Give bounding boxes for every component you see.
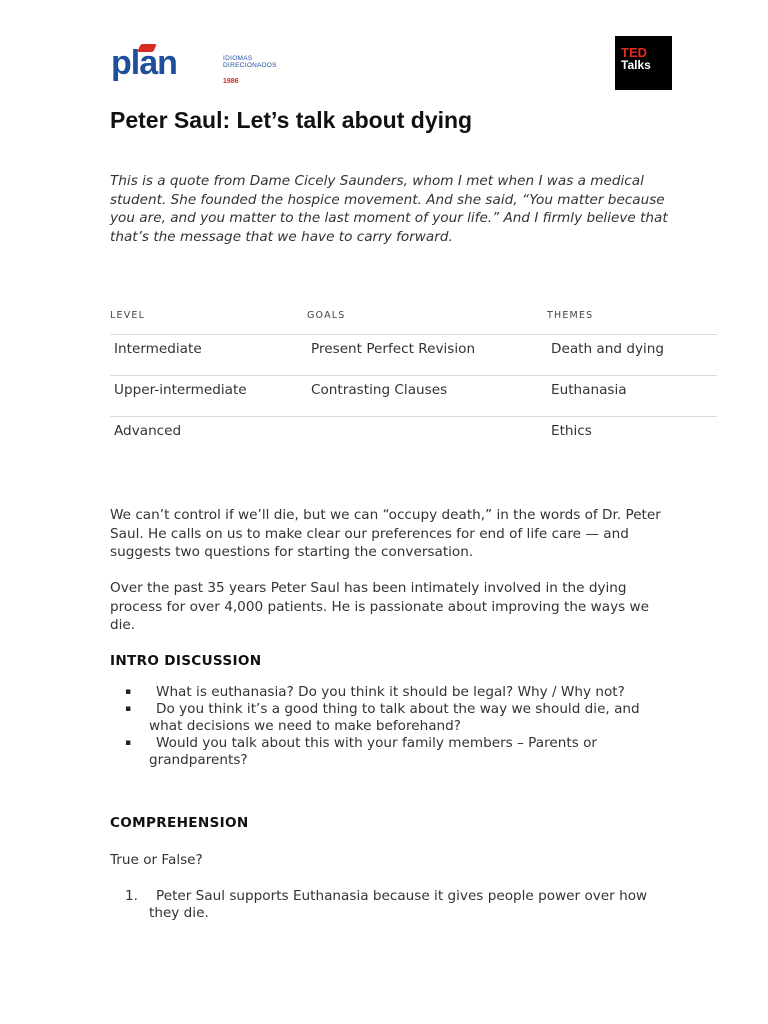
ted-talks-logo [615, 36, 672, 90]
cell-level: Intermediate [114, 341, 202, 357]
table-row [110, 334, 717, 375]
summary-paragraph: We can’t control if we’ll die, but we can “occupy death,” in the words of Dr. Peter Saul. He calls on us to make clear our preferences for end of life care — and suggests two questions for starting the conversation. [110, 507, 661, 561]
list-item [110, 701, 670, 735]
comprehension-list [110, 888, 670, 922]
list-item [110, 735, 670, 769]
plan-logo [111, 44, 311, 88]
cell-level: Upper-intermediate [114, 382, 247, 398]
talks-logo-word: Talks [621, 58, 651, 72]
cell-goal: Present Perfect Revision [311, 341, 476, 357]
intro-discussion-heading: INTRO DISCUSSION [110, 653, 262, 669]
plan-logo-word: plan [111, 44, 177, 82]
bullet-icon: ▪ [125, 704, 132, 714]
header-goals: GOALS [307, 310, 346, 321]
question-text: What is euthanasia? Do you think it should be legal? Why / Why not? [156, 684, 625, 700]
cell-theme: Death and dying [551, 341, 665, 357]
cell-goal: Contrasting Clauses [311, 382, 448, 398]
cell-theme: Ethics [551, 423, 592, 439]
intro-discussion-list [110, 684, 670, 769]
bio-paragraph: Over the past 35 years Peter Saul has been intimately involved in the dying process for over 4,000 patients. He is passionate about improving the ways we die. [110, 580, 649, 634]
list-item [110, 888, 670, 922]
question-text: Do you think it’s a good thing to talk about the way we should die, and what decisions we need to make beforehand? [149, 701, 640, 734]
plan-logo-year: 1986 [223, 78, 239, 85]
list-item [110, 684, 670, 701]
header-themes: THEMES [547, 310, 594, 321]
statement-text: Peter Saul supports Euthanasia because it gives people power over how they die. [149, 888, 648, 921]
page-title: Peter Saul: Let’s talk about dying [110, 107, 473, 133]
true-false-label: True or False? [110, 852, 203, 868]
table-row [110, 416, 717, 457]
table-row [110, 375, 717, 416]
question-text: Would you talk about this with your family members – Parents or grandparents? [149, 735, 597, 768]
table-header [110, 306, 717, 334]
plan-logo-tagline: IDIOMAS DIRECIONADOS [223, 55, 277, 69]
item-number: 1. [125, 888, 138, 904]
ted-logo-word: TED [621, 45, 647, 60]
cell-theme: Euthanasia [551, 382, 627, 398]
comprehension-heading: COMPREHENSION [110, 815, 249, 831]
cell-level: Advanced [114, 423, 182, 439]
header-level: LEVEL [110, 310, 146, 321]
intro-quote: This is a quote from Dame Cicely Saunders, whom I met when I was a medical student. She founded the hospice movement. And she said, “You matter because you are, and you matter to the last moment of your life.” And I firmly believe that that’s the message that we have to carry forward. [110, 173, 668, 246]
bullet-icon: ▪ [125, 738, 132, 748]
lesson-info-table [110, 306, 717, 457]
bullet-icon: ▪ [125, 687, 132, 697]
